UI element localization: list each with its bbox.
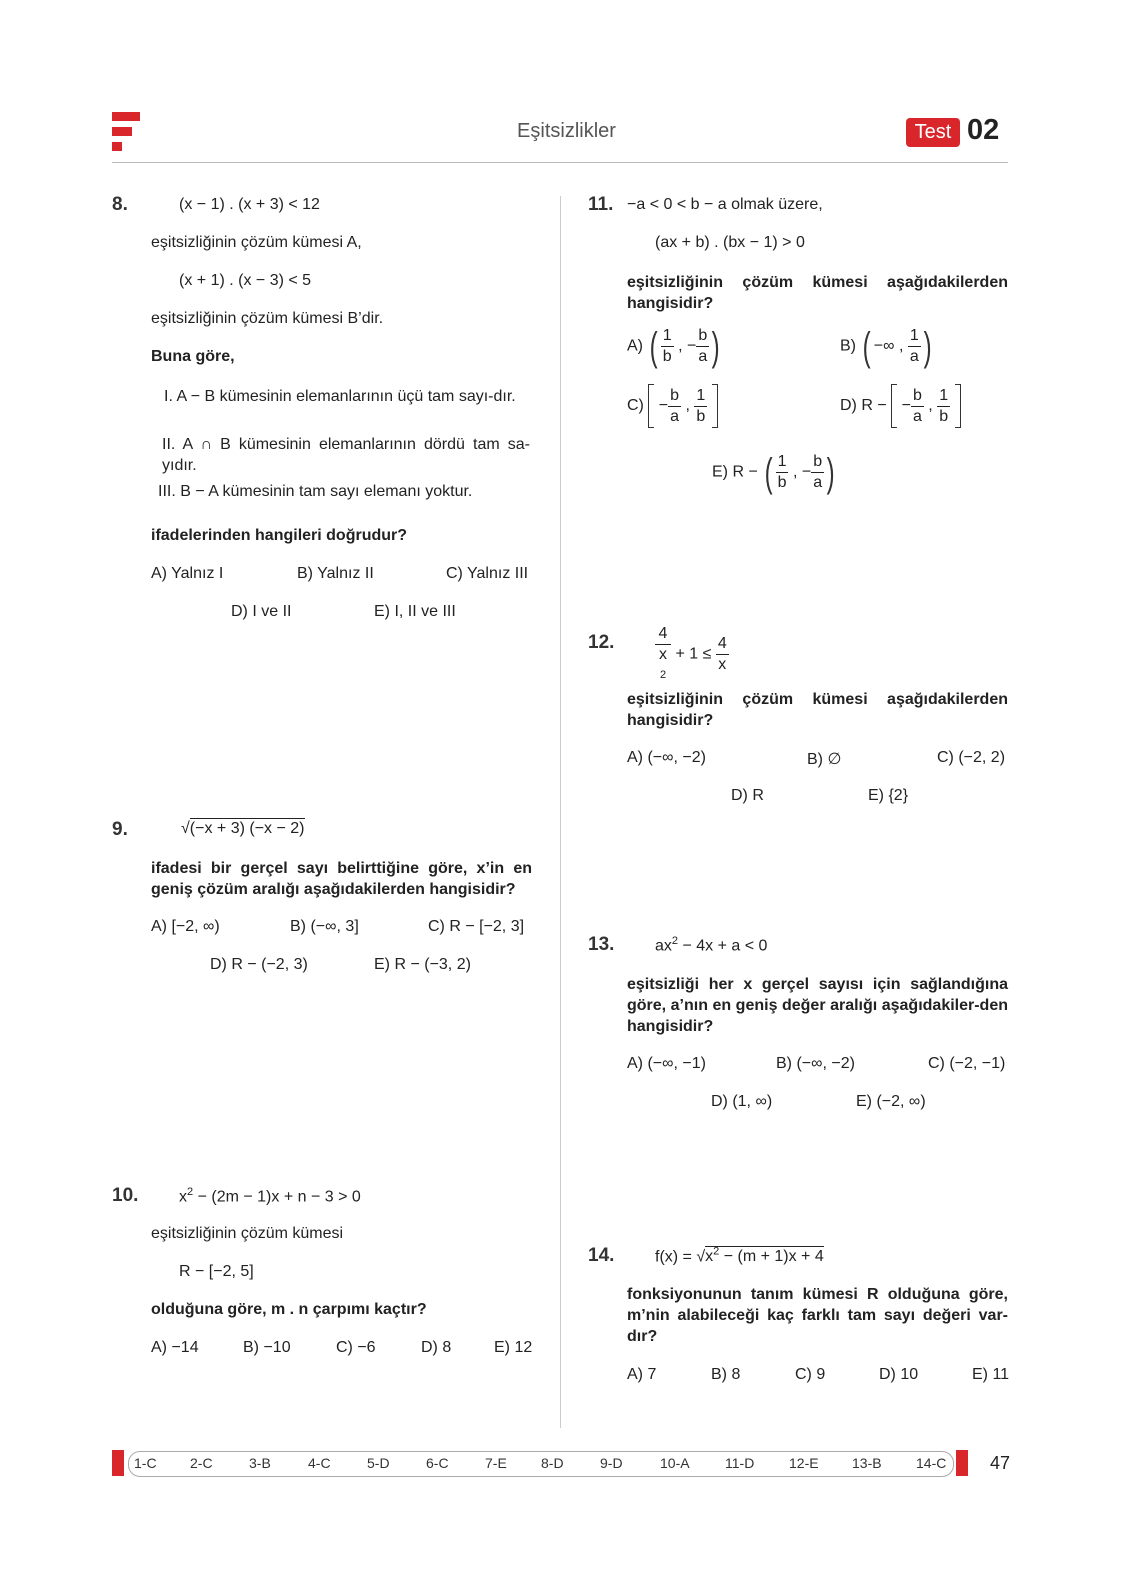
expr-term: ax [655,937,672,955]
option-c[interactable] [627,384,718,428]
option-label: D) [840,397,857,415]
option-c[interactable]: C) −6 [336,1339,376,1356]
option-a[interactable]: A) 7 [627,1366,657,1383]
option-b[interactable]: B) (−∞, −2) [776,1055,855,1072]
function-definition [655,1246,824,1266]
option-a[interactable]: A) Yalnız I [151,565,224,582]
numerator: b [911,386,924,407]
numerator: 1 [908,326,921,347]
answer-item: 8-D [541,1455,564,1471]
statement-text: eşitsizliğinin çözüm kümesi A, [151,234,362,251]
exponent: 2 [671,935,679,947]
answer-item: 4-C [308,1455,331,1471]
expr-rest: − (2m − 1)x + n − 3 > 0 [193,1188,361,1206]
answer-item: 11-D [725,1455,755,1471]
minus-sign: − [801,463,812,481]
inequality: (ax + b) . (bx − 1) > 0 [655,234,805,251]
option-b[interactable]: B) ∅ [807,751,842,768]
exponent: 2 [187,1186,194,1198]
question-text: olduğuna göre, m . n çarpımı kaçtır? [151,1301,427,1318]
question-text: eşitsizliğinin çözüm kümesi aşağıdakilerden hangisidir? [627,691,1008,729]
function-name: f(x) = [655,1248,692,1266]
open-paren: ( [863,324,872,369]
fraction [661,326,674,367]
answer-item: 10-A [660,1455,690,1471]
set-difference: R − [732,463,758,481]
fraction [694,386,707,427]
denominator: b [696,407,706,425]
fraction [716,634,729,675]
comma: , [898,337,904,355]
denominator [655,645,671,685]
inequality-1: (x − 1) . (x + 3) < 12 [179,196,320,213]
open-paren: ( [764,450,773,495]
numerator: 1 [937,386,950,407]
open-bracket [648,384,654,428]
option-b[interactable]: B) (−∞, 3] [290,918,359,935]
radical-expression [181,820,305,838]
minus-sign: − [658,397,669,415]
inequality [179,1186,361,1206]
negative-infinity: −∞ [873,337,895,355]
option-e[interactable] [712,452,837,493]
numerator: 4 [716,634,729,655]
option-label: C) [627,397,644,415]
denominator: a [813,474,823,491]
answer-item: 7-E [485,1455,507,1471]
inequality-2: (x + 1) . (x − 3) < 5 [179,272,312,289]
option-d[interactable]: D) 8 [421,1339,452,1356]
option-a[interactable]: A) (−∞, −2) [627,749,706,766]
numerator: 1 [694,386,707,407]
denominator: b [662,348,672,365]
answer-key-right-marker [956,1450,968,1476]
minus-sign: − [901,397,911,415]
option-d[interactable] [840,384,961,428]
statement-i: I. A − B kümesinin elemanlarının üçü tam sayı-dır. [164,388,516,405]
option-b[interactable]: B) 8 [711,1366,741,1383]
question-number: 12. [588,632,615,653]
answer-item: 9-D [600,1455,623,1471]
column-divider [560,196,561,1428]
lead-text: Buna göre, [151,348,235,365]
option-a[interactable]: A) [−2, ∞) [151,918,220,935]
close-paren: ) [826,450,835,495]
denominator: a [698,348,708,365]
denominator-base: x [659,646,667,663]
answer-item: 6-C [426,1455,449,1471]
question-number: 13. [588,934,615,955]
fraction [908,326,921,367]
radicand-rest: − (m + 1)x + 4 [719,1248,824,1266]
answer-item: 12-E [789,1455,819,1471]
numerator: 1 [776,452,789,473]
close-paren: ) [923,324,932,369]
radicand-term: x [705,1248,714,1266]
option-c[interactable]: C) Yalnız III [446,565,529,582]
option-d[interactable]: D) I ve II [231,603,292,620]
fraction [668,386,681,427]
comma: , [792,463,798,481]
option-e[interactable]: E) (−2, ∞) [856,1093,926,1110]
option-c[interactable]: C) 9 [795,1366,826,1383]
solution-set: R − [−2, 5] [179,1263,254,1280]
option-label: B) [840,337,856,355]
close-bracket [955,384,961,428]
exponent: 2 [713,1246,720,1258]
exponent: 2 [659,669,667,681]
answer-item: 5-D [367,1455,390,1471]
comma: , [678,337,683,355]
numerator: 1 [661,326,674,347]
fraction [655,624,671,685]
radicand: (−x + 3) (−x − 2) [189,820,305,837]
comma: , [685,397,690,415]
question-text: ifadesi bir gerçel sayı belirttiğine göre, x’in en geniş çözüm aralığı aşağıdakilerden hangisidir? [151,860,532,898]
option-c[interactable]: C) (−2, 2) [937,749,1006,766]
option-d[interactable]: D) 10 [879,1366,919,1383]
option-c[interactable]: C) R − [−2, 3] [428,918,525,935]
root-symbol: √ [696,1248,706,1266]
option-a[interactable]: A) −14 [151,1339,199,1356]
answer-item: 1-C [134,1455,157,1471]
page-title: Eşitsizlikler [517,120,616,142]
fraction [696,326,709,367]
statement-ii-prefix: II. A [162,436,193,453]
option-b[interactable]: B) Yalnız II [297,565,374,582]
question-number: 10. [112,1185,139,1206]
option-b[interactable]: B) −10 [243,1339,291,1356]
statement-ii [162,434,530,476]
root-symbol: √ [181,820,190,837]
option-e[interactable]: E) I, II ve III [374,603,456,620]
page-number: 47 [990,1453,1011,1473]
answer-key-left-marker [112,1450,124,1476]
set-difference: R − [861,397,887,415]
question-number: 8. [112,194,128,215]
open-paren: ( [650,324,659,369]
option-label: E) [712,463,728,481]
statement-text: eşitsizliğinin çözüm kümesi [151,1225,344,1242]
fraction [811,452,824,493]
option-e[interactable]: E) 11 [972,1366,1010,1383]
option-c[interactable]: C) (−2, −1) [928,1055,1006,1072]
option-e[interactable]: E) R − (−3, 2) [374,956,471,973]
close-paren: ) [711,324,720,369]
denominator: b [939,407,949,425]
option-b[interactable] [840,326,934,367]
question-text: eşitsizliği her x gerçel sayısı için sağlandığına göre, a’nın en geniş değer aralığı aşağıdakiler-den hangisidir? [627,976,1008,1035]
fraction [911,386,924,427]
header-divider [112,162,1008,163]
condition-text: −a < 0 < b − a olmak üzere, [627,196,823,213]
test-badge: Test [906,118,960,147]
close-bracket [712,384,718,428]
question-number: 14. [588,1245,615,1266]
denominator: a [670,407,680,425]
option-d[interactable]: D) (1, ∞) [711,1093,773,1110]
inequality [655,624,729,685]
radicand [705,1246,824,1265]
statement-text: eşitsizliğinin çözüm kümesi B’dir. [151,310,384,327]
fraction [937,386,950,427]
expr-term: x [179,1188,187,1206]
option-a[interactable]: A) (−∞, −1) [627,1055,706,1072]
inequality [655,935,767,955]
open-bracket [891,384,897,428]
answer-item: 14-C [916,1455,947,1471]
option-d[interactable]: D) R − (−2, 3) [210,956,308,973]
option-e[interactable]: E) {2} [868,787,909,804]
answer-item: 3-B [249,1455,271,1471]
test-number: 02 [967,114,1000,146]
question-number: 9. [112,819,128,840]
denominator: a [912,407,922,425]
operator-text: + 1 ≤ [675,645,712,663]
option-a[interactable] [627,326,723,367]
denominator: x [718,656,727,673]
question-number: 11. [588,194,614,215]
minus-sign: − [687,337,697,355]
numerator: b [696,326,709,347]
statement-ii-text: B kümesinin elemanlarının dördü tam sa-yıdır. [162,436,531,474]
comma: , [928,397,933,415]
numerator: b [668,386,681,407]
question-text: ifadelerinden hangileri doğrudur? [151,527,408,544]
statement-iii: III. B − A kümesinin tam sayı elemanı yoktur. [158,483,473,500]
option-label: A) [627,337,643,355]
fraction [776,452,789,493]
answer-item: 13-B [852,1455,882,1471]
intersection-symbol: ∩ [200,436,212,453]
denominator: a [909,348,919,365]
question-text: fonksiyonunun tanım kümesi R olduğuna göre, m’nin alabileceği kaç farklı tam sayı değeri var-dır? [627,1286,1008,1345]
option-d[interactable]: D) R [731,787,764,804]
expr-rest: − 4x + a < 0 [678,937,768,955]
numerator: b [811,452,824,473]
question-text: eşitsizliğinin çözüm kümesi aşağıdakilerden hangisidir? [627,274,1008,312]
answer-item: 2-C [190,1455,213,1471]
numerator: 4 [655,624,671,645]
denominator: b [777,474,787,491]
option-e[interactable]: E) 12 [494,1339,533,1356]
